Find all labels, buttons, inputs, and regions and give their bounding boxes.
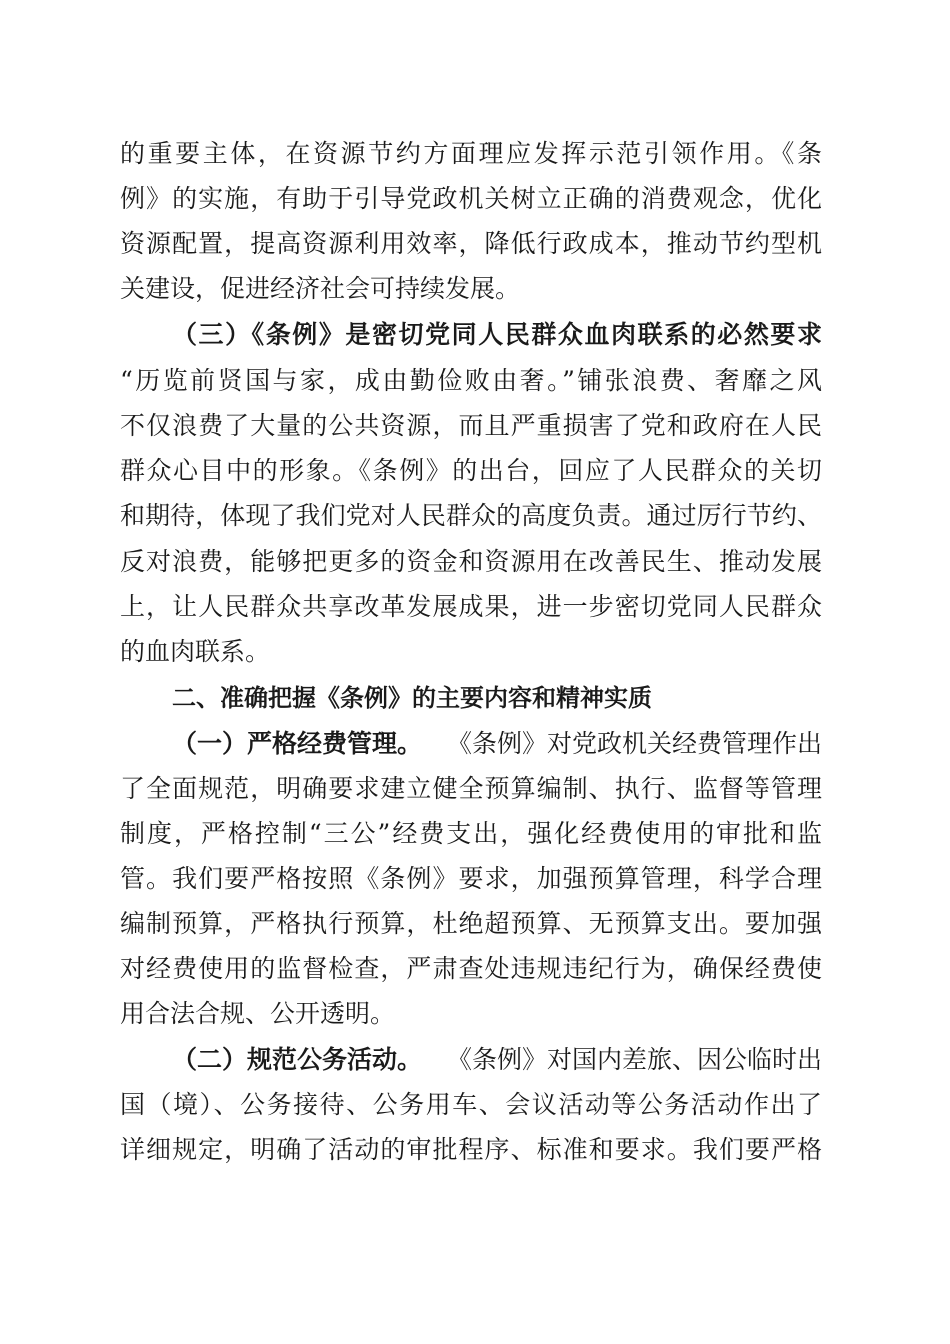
text-line: 反对浪费，能够把更多的资金和资源用在改善民生、推动发展: [120, 547, 822, 576]
text-line: 资源配置，提高资源利用效率，降低行政成本，推动节约型机: [120, 229, 822, 258]
text-line: 国（境）、公务接待、公务用车、会议活动等公务活动作出了: [120, 1090, 822, 1119]
text-line: 不仅浪费了大量的公共资源，而且严重损害了党和政府在人民: [120, 411, 822, 440]
text-line: 上，让人民群众共享改革发展成果，进一步密切党同人民群众: [120, 592, 822, 621]
text-line: 制度，严格控制“三公”经费支出，强化经费使用的审批和监: [120, 819, 822, 848]
text-segment: 《条例》对国内差旅、因公临时出: [446, 1045, 822, 1074]
text-line: 例》的实施，有助于引导党政机关树立正确的消费观念，优化: [120, 184, 822, 213]
text-line: 对经费使用的监督检查，严肃查处违规违纪行为，确保经费使: [120, 954, 822, 983]
text-line: 和期待，体现了我们党对人民群众的高度负责。通过厉行节约、: [120, 501, 822, 530]
text-line: 的血肉联系。: [120, 637, 271, 666]
text-segment: 《条例》对党政机关经费管理作出: [446, 729, 822, 758]
para-2-first-line: [172, 1044, 822, 1076]
text-line: 了全面规范，明确要求建立健全预算编制、执行、监督等管理: [120, 774, 822, 803]
text-line: 管。我们要严格按照《条例》要求，加强预算管理，科学合理: [120, 864, 822, 893]
text-line: “历览前贤国与家，成由勤俭败由奢。”铺张浪费、奢靡之风: [120, 366, 822, 395]
section-2-heading: 二、准确把握《条例》的主要内容和精神实质: [172, 684, 652, 712]
text-line: 编制预算，严格执行预算，杜绝超预算、无预算支出。要加强: [120, 909, 822, 938]
text-line: 关建设，促进经济社会可持续发展。: [120, 274, 521, 303]
text-line: 的重要主体，在资源节约方面理应发挥示范引领作用。《条: [120, 139, 822, 168]
text-line: 群众心目中的形象。《条例》的出台，回应了人民群众的关切: [120, 456, 822, 485]
text-line: 用合法合规、公开透明。: [120, 999, 396, 1028]
subsection-1-title: （一）严格经费管理。: [172, 729, 423, 758]
text-line: 详细规定，明确了活动的审批程序、标准和要求。我们要严格: [120, 1135, 822, 1164]
para-1-first-line: [172, 728, 822, 760]
subsection-2-title: （二）规范公务活动。: [172, 1045, 423, 1074]
section-3-heading: （三）《条例》是密切党同人民群众血肉联系的必然要求: [172, 320, 822, 349]
